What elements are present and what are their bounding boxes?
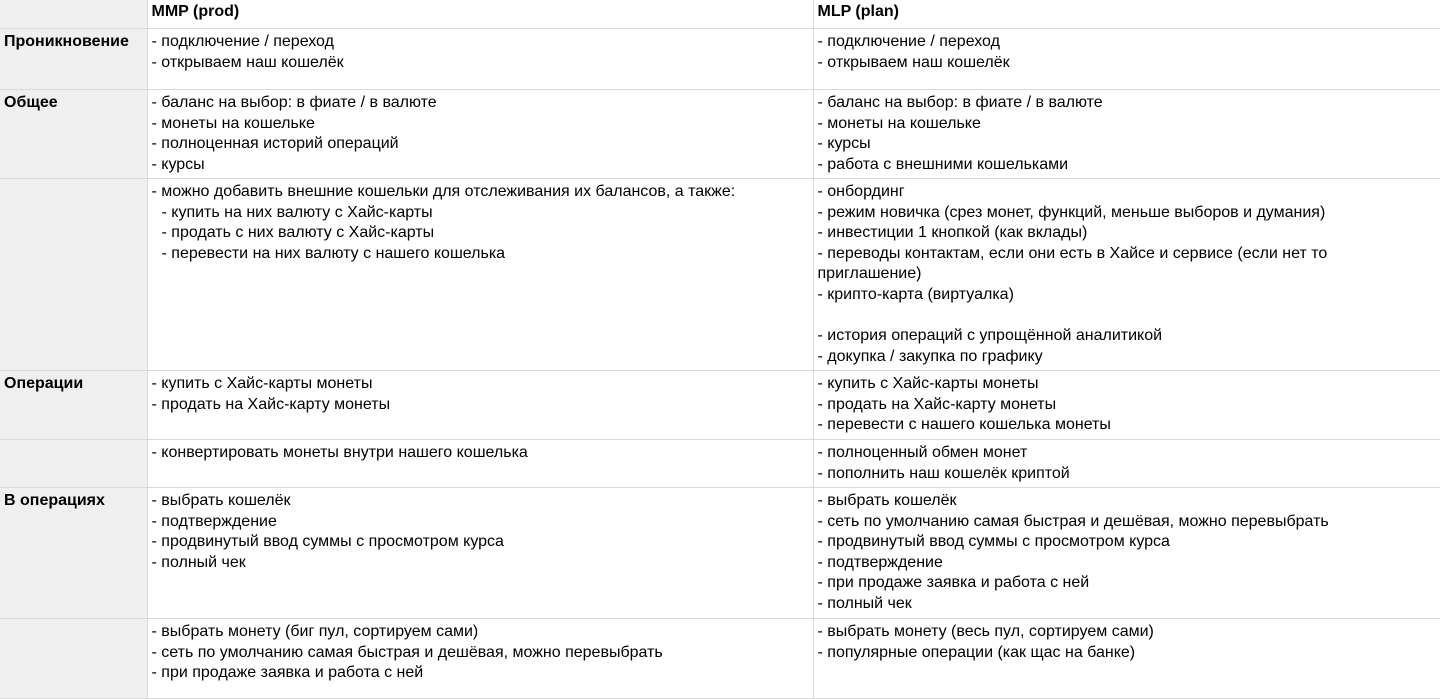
cell-line: - купить с Хайс-карты монеты	[151, 375, 373, 392]
mlp-cell[interactable]	[813, 488, 1440, 619]
cell-line: - популярные операции (как щас на банке)	[817, 643, 1136, 661]
cell-line: - пополнить наш кошелёк криптой	[817, 464, 1070, 482]
cell-line	[818, 306, 1436, 327]
cell-line: - крипто-карта (виртуалка)	[817, 285, 1014, 303]
cell-line: - подключение / переход	[817, 33, 1000, 50]
category-cell[interactable]: Операции	[0, 371, 147, 440]
cell-line: - инвестиции 1 кнопкой (как вклады)	[817, 224, 1088, 242]
cell-line: - конвертировать монеты внутри нашего кошелька	[151, 444, 528, 461]
mlp-cell[interactable]	[813, 179, 1440, 371]
cell-line: - курсы	[817, 135, 871, 153]
cell-line: - продать с них валюту с Хайс-карты	[161, 224, 435, 242]
cell-line: - режим новичка (срез монет, функций, меньше выборов и думания)	[817, 203, 1326, 221]
cell-line: - докупка / закупка по графику	[817, 347, 1043, 365]
cell-line: - курсы	[151, 155, 205, 173]
mlp-cell[interactable]	[813, 90, 1440, 179]
cell-line: - открываем наш кошелёк	[817, 53, 1010, 71]
mlp-cell[interactable]	[813, 440, 1440, 488]
cell-line: - продвинутый ввод суммы с просмотром курса	[151, 533, 504, 551]
cell-line: - перевести с нашего кошелька монеты	[817, 416, 1111, 434]
category-cell[interactable]	[0, 179, 147, 371]
mmp-cell[interactable]	[147, 371, 813, 440]
cell-line: - история операций с упрощённой аналитикой	[817, 327, 1163, 345]
table-row	[0, 90, 1440, 179]
category-cell[interactable]: Проникновение	[0, 29, 147, 90]
table-row	[0, 488, 1440, 619]
mlp-cell[interactable]	[813, 29, 1440, 90]
cell-line: - работа с внешними кошельками	[817, 155, 1069, 173]
corner-cell[interactable]	[0, 0, 147, 29]
cell-line: - полный чек	[151, 553, 246, 571]
cell-line: - перевести на них валюту с нашего кошелька	[161, 244, 506, 262]
cell-line: - монеты на кошельке	[817, 114, 981, 132]
cell-line: - онбординг	[817, 183, 905, 200]
cell-line: - монеты на кошельке	[151, 114, 315, 132]
cell-line: - при продаже заявка и работа с ней	[151, 664, 424, 682]
category-cell[interactable]: В операциях	[0, 488, 147, 619]
cell-line: - выбрать кошелёк	[817, 492, 957, 509]
cell-line: - продвинутый ввод суммы с просмотром курса	[817, 533, 1170, 551]
cell-line: - при продаже заявка и работа с ней	[817, 574, 1090, 592]
mmp-cell[interactable]	[147, 440, 813, 488]
table-row	[0, 440, 1440, 488]
cell-line: - подключение / переход	[151, 33, 334, 50]
category-cell[interactable]: Общее	[0, 90, 147, 179]
cell-line: - выбрать монету (весь пул, сортируем сами)	[817, 623, 1154, 640]
table-row	[0, 371, 1440, 440]
cell-line: - баланс на выбор: в фиате / в валюте	[151, 94, 437, 111]
column-header-mlp[interactable]: MLP (plan)	[813, 0, 1440, 29]
cell-line: - купить с Хайс-карты монеты	[817, 375, 1039, 392]
cell-line: - полноценный обмен монет	[817, 444, 1028, 461]
cell-line: - полноценная историй операций	[151, 135, 399, 153]
cell-line: - сеть по умолчанию самая быстрая и дешёвая, можно перевыбрать	[151, 643, 663, 661]
mlp-cell[interactable]	[813, 371, 1440, 440]
cell-line: - сеть по умолчанию самая быстрая и дешёвая, можно перевыбрать	[817, 512, 1329, 530]
cell-line: - подтверждение	[151, 512, 277, 530]
cell-line: - можно добавить внешние кошельки для отслеживания их балансов, а также:	[151, 183, 736, 200]
cell-line: - выбрать кошелёк	[151, 492, 291, 509]
mmp-cell[interactable]	[147, 488, 813, 619]
header-row	[0, 0, 1440, 29]
table-row	[0, 29, 1440, 90]
cell-line: - подтверждение	[817, 553, 943, 571]
mmp-cell[interactable]	[147, 90, 813, 179]
cell-line: - полный чек	[817, 594, 912, 612]
cell-line: - купить на них валюту с Хайс-карты	[161, 203, 433, 221]
cell-line: приглашение)	[817, 265, 922, 283]
cell-line: - выбрать монету (биг пул, сортируем сами)	[151, 623, 479, 640]
cell-line: - переводы контактам, если они есть в Хайсе и сервисе (если нет то	[817, 244, 1328, 262]
column-header-mmp[interactable]: MMP (prod)	[147, 0, 813, 29]
mmp-cell[interactable]	[147, 29, 813, 90]
cell-line: - баланс на выбор: в фиате / в валюте	[817, 94, 1103, 111]
cell-line: - продать на Хайс-карту монеты	[817, 395, 1057, 413]
cell-line: - открываем наш кошелёк	[151, 53, 344, 71]
mmp-cell[interactable]	[147, 179, 813, 371]
table-row	[0, 179, 1440, 371]
category-cell[interactable]	[0, 440, 147, 488]
cell-line: - продать на Хайс-карту монеты	[151, 395, 391, 413]
